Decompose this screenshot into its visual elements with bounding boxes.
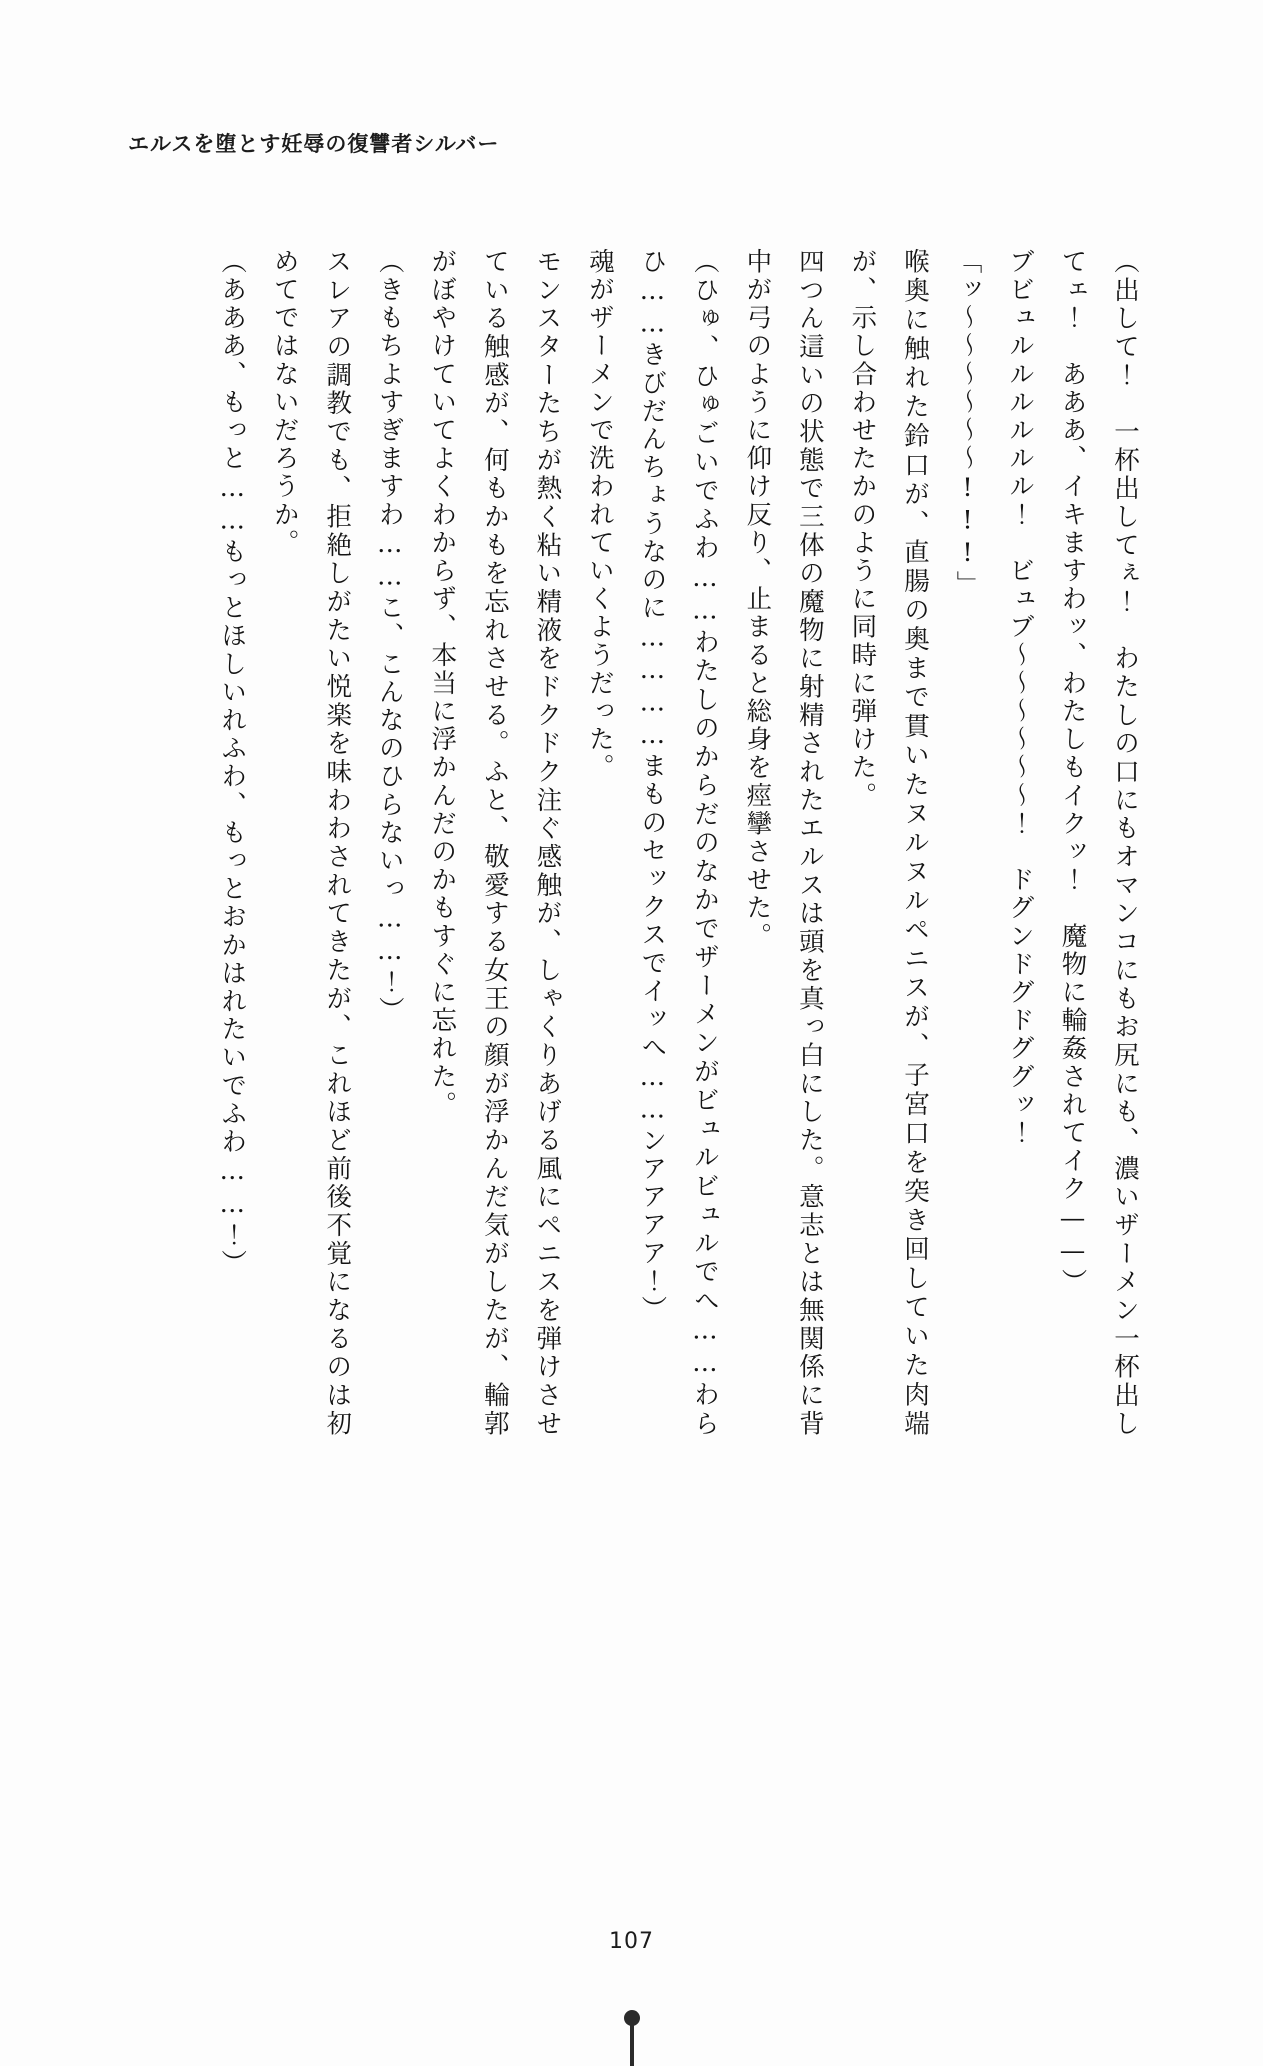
page-number: 107 [609, 1929, 654, 1954]
paragraph: 「ッ～～～～～～!!!」 [952, 248, 983, 599]
paragraph: （出して！ 一杯出してぇ！ わたしの口にもオマンコにもお尻にも、濃いザーメン一杯出してェ！ あああ、イキますわッ、わたしもイクッ！ 魔物に輪姦されてイク——） [1057, 248, 1140, 1438]
paragraph: 魂がザーメンで洗われていくようだった。 [584, 248, 615, 782]
binding-mark [630, 2020, 634, 2066]
body-text-block [191, 248, 1151, 1438]
paragraph: （ひゅ、ひゅごいでふわ……わたしのからだのなかでザーメンがビュルビュルでへ……わらひ……きびだんちょうなのに…………まものセックスでイッへ……ンアアアア！） [637, 248, 720, 1438]
paragraph: （あああ、もっと……もっとほしいれふわ、もっとおかはれたいでふわ……！） [217, 248, 248, 1278]
paragraph: モンスターたちが熱く粘い精液をドクドク注ぐ感触が、しゃくりあげる風にペニスを弾けさせている触感が、何もかもを忘れさせる。ふと、敬愛する女王の顔が浮かんだ気がしたが、輪郭がぼやけていてよくわからず、本当に浮かんだのかもすぐに忘れた。 [427, 248, 563, 1438]
paragraph: 四つん這いの状態で三体の魔物に射精されたエルスは頭を真っ白にした。意志とは無関係に背中が弓のように仰け反り、止まると総身を痙攣させた。 [742, 248, 825, 1438]
paragraph: （きもちよすぎますわ……こ、こんなのひらないっ……！） [374, 248, 405, 1025]
paragraph: 喉奥に触れた鈴口が、直腸の奥まで貫いたヌルヌルペニスが、子宮口を突き回していた肉端が、示し合わせたかのように同時に弾けた。 [847, 248, 930, 1438]
paragraph: ブビュルルルルルル！ ビュブ～～～～～～！ ドグンドグドググッ！ [1004, 248, 1035, 1148]
running-header: エルスを堕とす妊辱の復讐者シルバー [128, 132, 500, 156]
paragraph: スレアの調教でも、拒絶しがたい悦楽を味わわされてきたが、これほど前後不覚になるのは初めてではないだろうか。 [269, 248, 353, 1438]
